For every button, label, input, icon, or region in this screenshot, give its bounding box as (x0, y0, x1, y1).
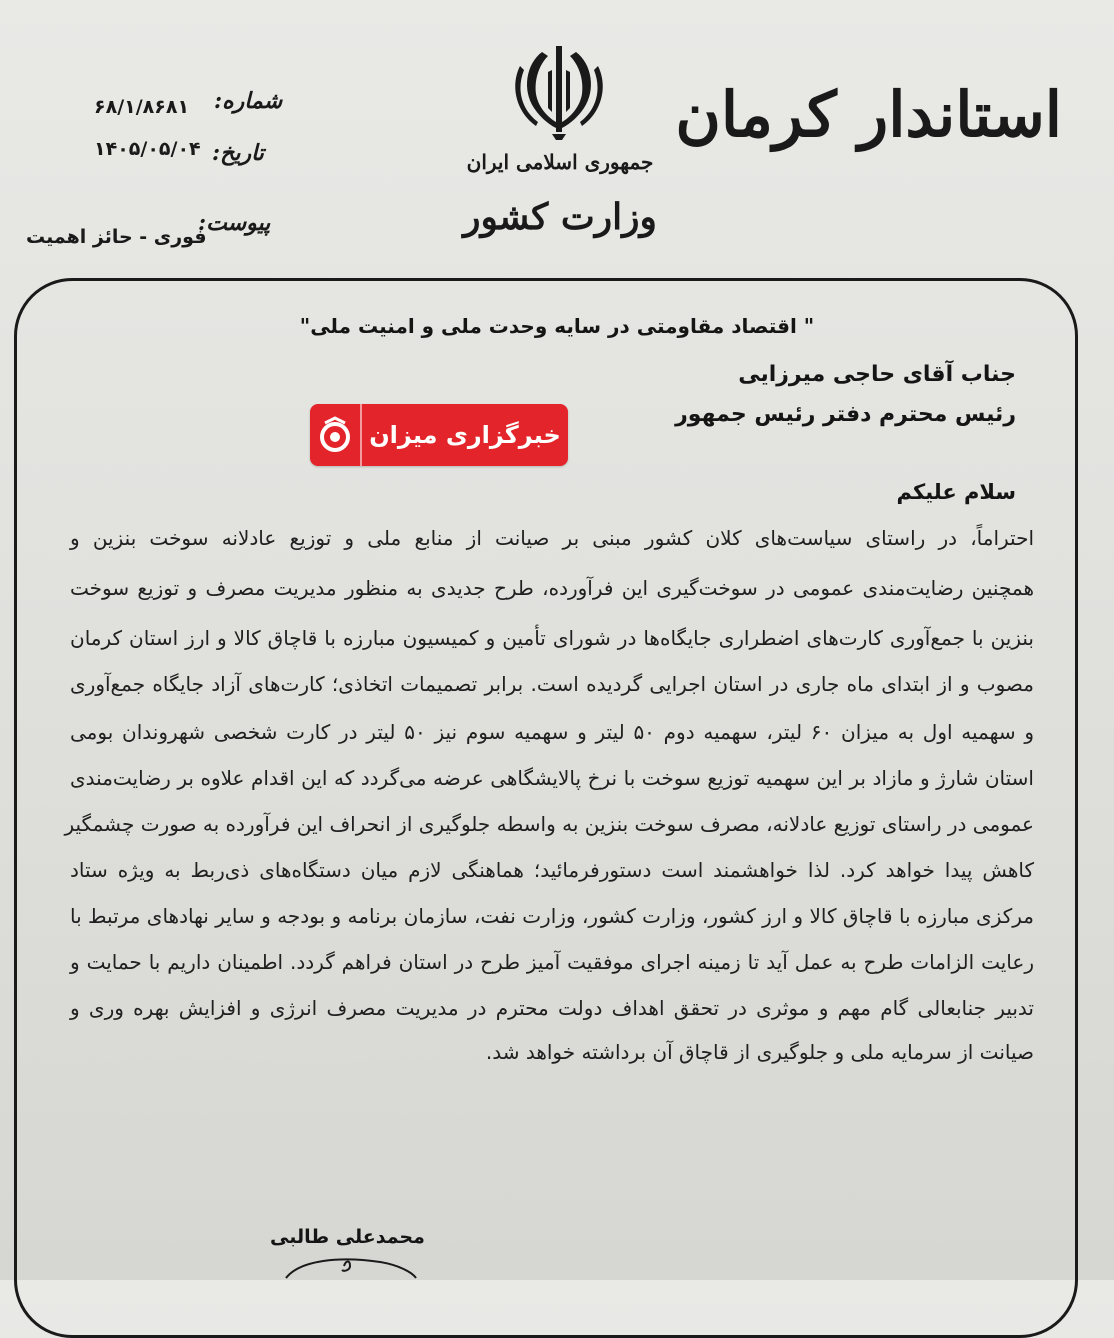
body-line: استان شارژ و مازاد بر این سهمیه توزیع سوخت با نرخ پالایشگاهی عرضه می‌گردد که این اقدام علاوه بر رضایت‌مندی (70, 766, 1034, 790)
body-line: احتراماً، در راستای سیاست‌های کلان کشور مبنی بر صیانت از منابع ملی و توزیع عادلانه سوخت بنزین و (70, 526, 1034, 550)
body-line: بنزین با جمع‌آوری کارت‌های اضطراری جایگاه‌ها در شورای تأمین و کمیسیون مبارزه با قاچاق کالا و ارز استان کرمان (70, 626, 1034, 650)
news-agency-watermark (310, 404, 568, 466)
body-line: مصوب و از ابتدای ماه جاری در استان اجرایی گردیده است. برابر تصمیمات اتخاذی؛ کارت‌های آزاد جایگاه جمع‌آوری (70, 672, 1034, 696)
recipient-name: جناب آقای حاجی میرزایی (738, 362, 1016, 387)
signature-icon (280, 1252, 420, 1280)
watermark-text: خبرگزاری میزان (369, 421, 561, 449)
body-line: همچنین رضایت‌مندی عمومی در سوخت‌گیری این فرآورده، طرح جدیدی به منظور مدیریت مصرف و توزیع سوخت (70, 576, 1034, 600)
body-line: عمومی در راستای توزیع عادلانه، مصرف سوخت بنزین به واسطه جلوگیری از انحراف این فرآورده به صورت چشمگیر (64, 812, 1034, 836)
signatory-name: محمدعلی طالبی (270, 1226, 425, 1248)
republic-name: جمهوری اسلامی ایران (466, 150, 654, 174)
province-office-title: استاندار کرمان (675, 78, 1062, 151)
iran-emblem-icon (512, 42, 606, 142)
number-label: شماره: (214, 88, 283, 114)
body-line: مرکزی مبارزه با قاچاق کالا و ارز کشور، وزارت کشور، وزارت نفت، سازمان برنامه و بودجه و سایر نهادهای مرتبط با (70, 904, 1034, 928)
slogan: " اقتصاد مقاومتی در سایه وحدت ملی و امنیت ملی" (299, 314, 815, 338)
ministry-name: وزارت کشور (463, 196, 657, 238)
body-line: رعایت الزامات طرح به عمل آید تا زمینه اجرای موفقیت آمیز طرح در استان فراهم گردد. اطمینان داریم با حمایت و (70, 950, 1034, 974)
body-line: کاهش پیدا خواهد کرد. لذا خواهشمند است دستورفرمائید؛ هماهنگی لازم میان دستگاه‌های ذی‌ربط به ویژه ستاد (70, 858, 1034, 882)
date-value: ۱۴۰۵/۰۵/۰۴ (94, 138, 201, 160)
body-line: صیانت از سرمایه ملی و جلوگیری از قاچاق آن برداشته خواهد شد. (485, 1040, 1034, 1064)
number-value: ۶۸/۱/۸۶۸۱ (94, 96, 190, 118)
date-label: تاریخ: (212, 140, 264, 166)
greeting: سلام علیکم (896, 480, 1016, 504)
recipient-title: رئیس محترم دفتر رئیس جمهور (675, 402, 1016, 427)
attachment-value: فوری - حائز اهمیت (26, 226, 207, 248)
body-line: و سهمیه اول به میزان ۶۰ لیتر، سهمیه دوم ۵۰ لیتر و سهمیه سوم نیز ۵۰ لیتر در کارت شخصی شهروندان بومی (70, 720, 1034, 744)
body-line: تدبیر جنابعالی گام مهم و موثری در تحقق اهداف دولت محترم در مدیریت مصرف انرژی و افزایش بهره وری و (70, 996, 1034, 1020)
mizan-logo-icon (310, 404, 362, 466)
attachment-label: پیوست: (198, 210, 271, 236)
